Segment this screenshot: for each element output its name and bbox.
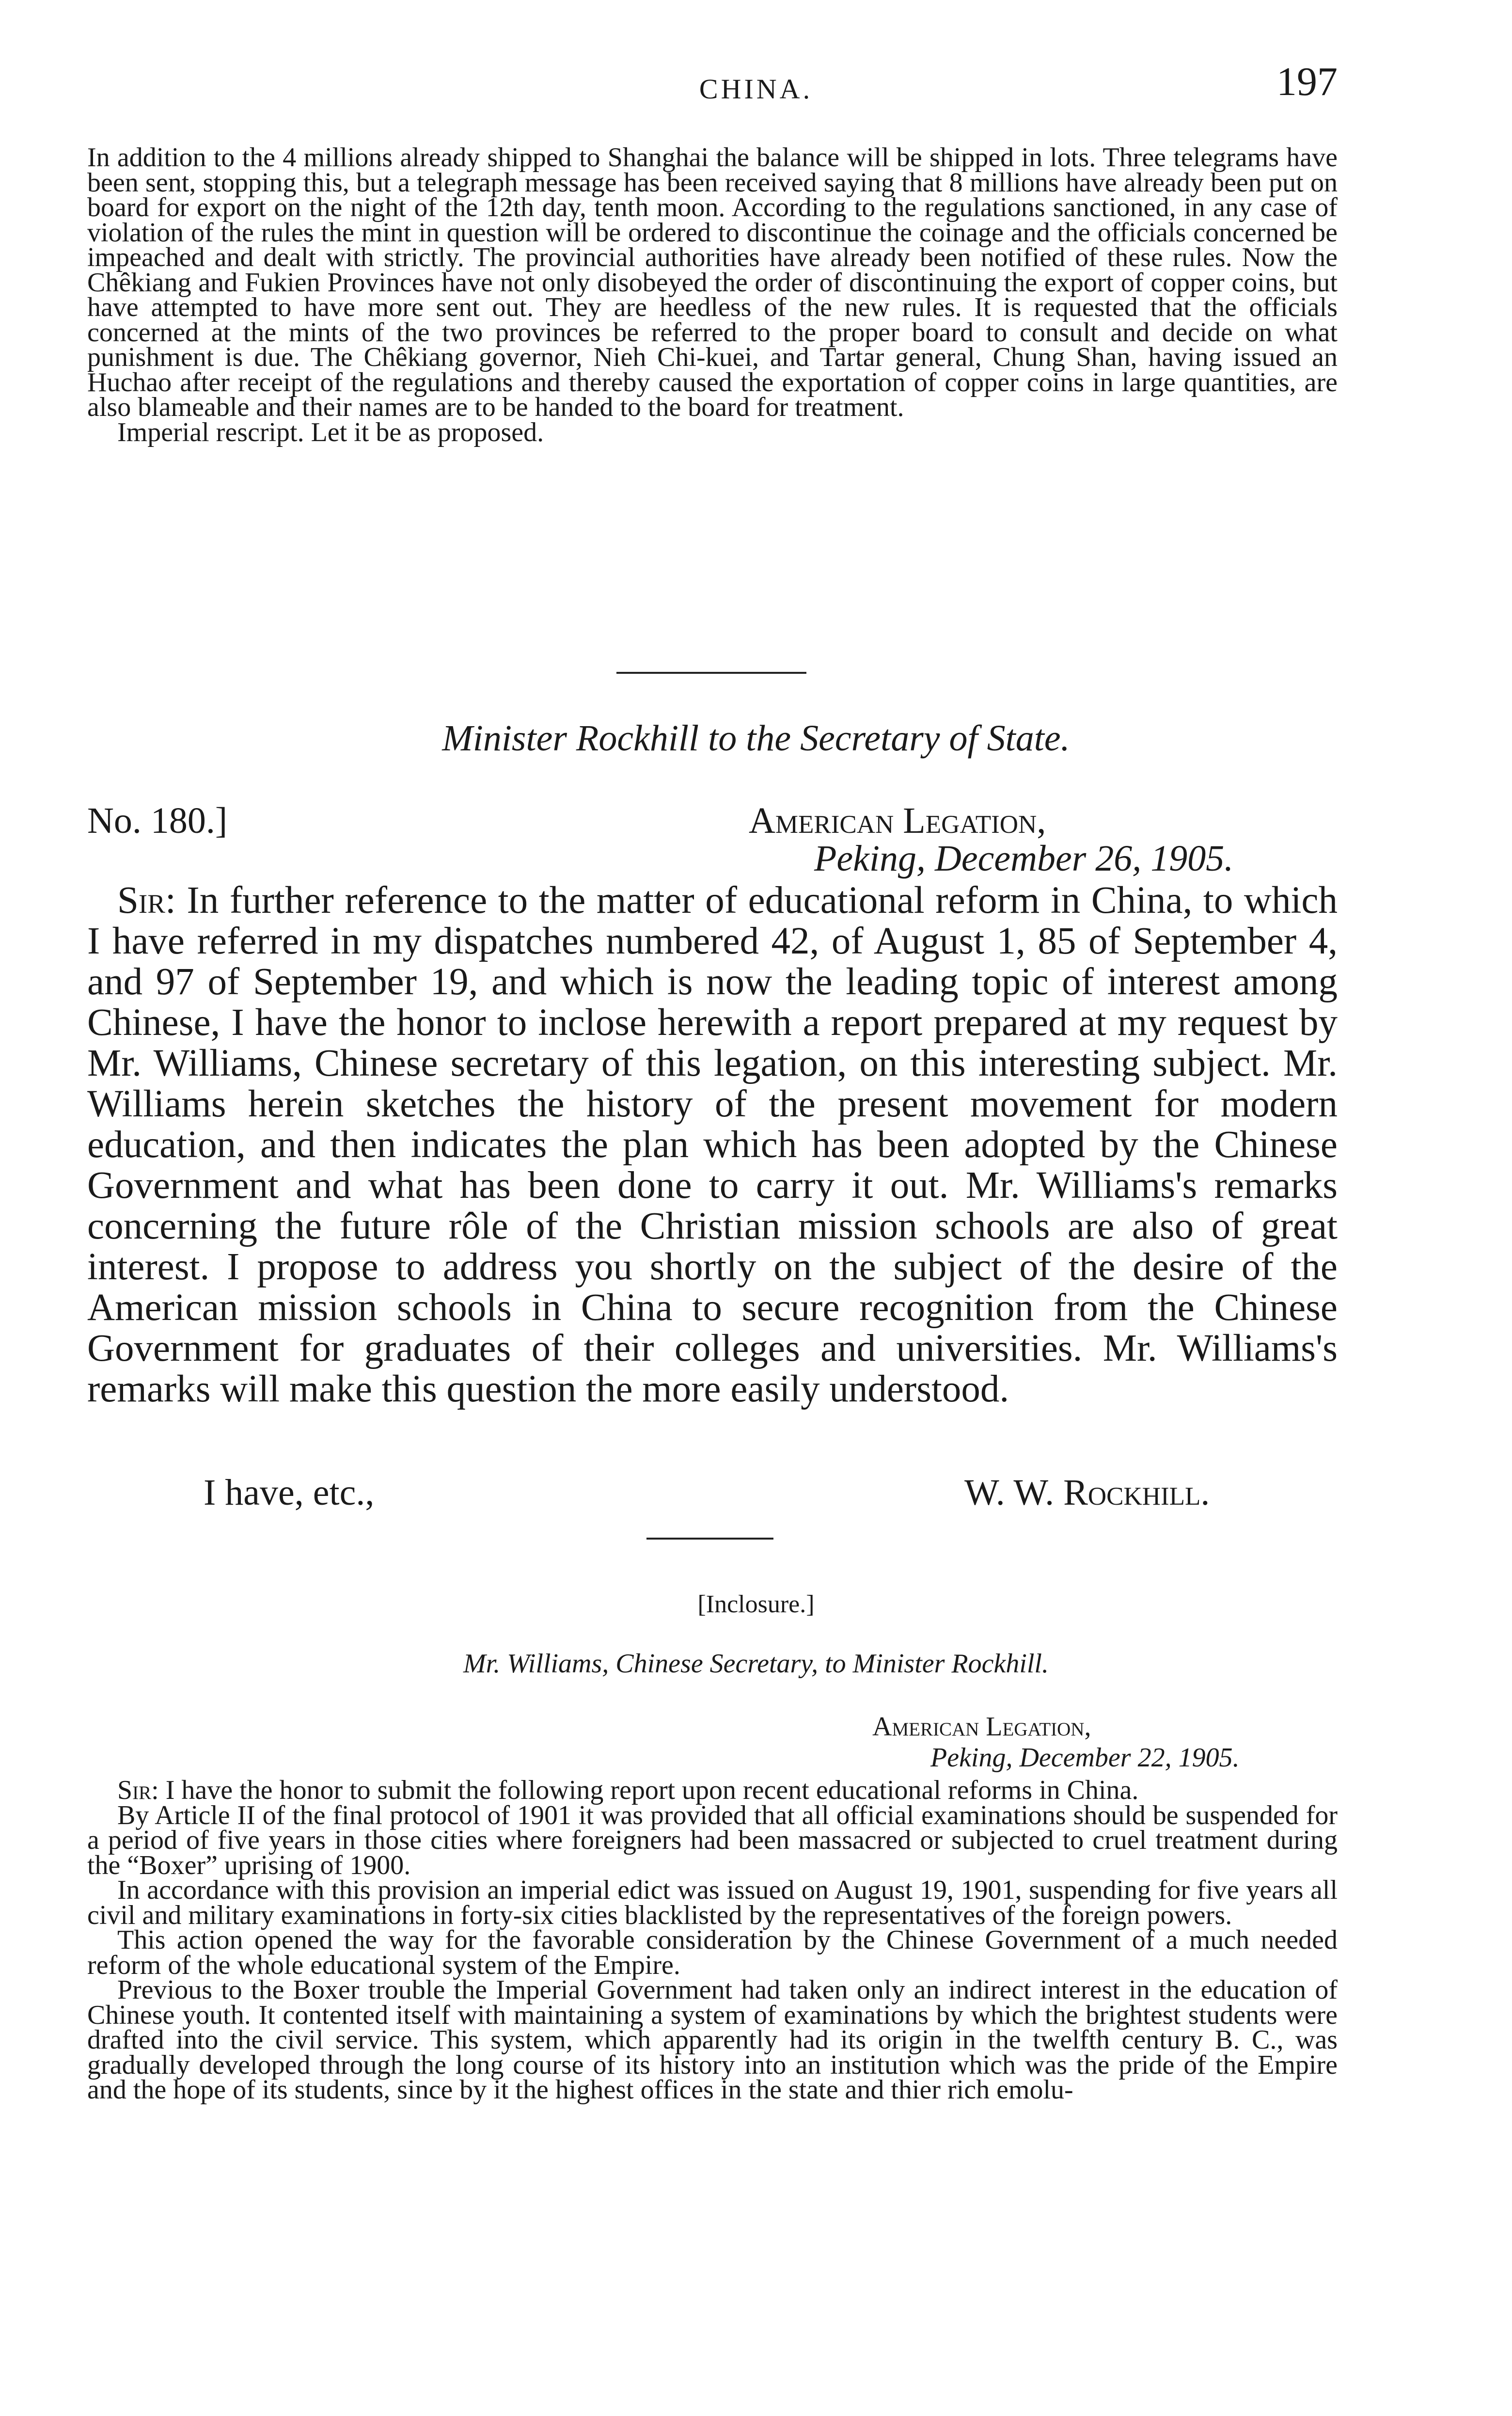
inclosure-paragraph: This action opened the way for the favorable consideration by the Chinese Government of a much needed reform of the whole educational system of the Empire. <box>87 1925 1338 1980</box>
salutation: Sir: <box>117 879 176 922</box>
inclosure-date: Peking, December 22, 1905. <box>930 1743 1240 1773</box>
inclosure-label: [Inclosure.] <box>697 1590 815 1618</box>
section-divider <box>646 1538 773 1540</box>
salutation: Sir: <box>117 1775 159 1805</box>
letter-heading: Minister Rockhill to the Secretary of State. <box>442 718 1070 759</box>
closing: I have, etc., <box>204 1472 375 1513</box>
legation-place: American Legation, <box>749 800 1046 841</box>
inclosure-paragraph: Sir: I have the honor to submit the following report upon recent educational reforms in China. <box>117 1775 1139 1805</box>
page-number: 197 <box>1276 59 1338 104</box>
letter-date: Peking, December 26, 1905. <box>814 838 1234 879</box>
continuation-paragraph: In addition to the 4 millions already shipped to Shanghai the balance will be shipped in lots. Three telegrams have been sent, stopping this, but a telegraph message has been received saying that 8 millions have already been put on board for export on the night of the 12th day, tenth moon. According to the regulations sanctioned, in any case of violation of the rules the mint in question will be ordered to discontinue the coinage and the officials concerned be impeached and dealt with strictly. The provincial authorities have already been notified of these rules. Now the Chêkiang and Fukien Provinces have not only disobeyed the order of discontinuing the export of copper coins, but have attempted to have more sent out. They are heedless of the new rules. It is requested that the officials concerned at the mints of the two provinces be referred to the proper board to consult and decide on what punishment is due. The Chêkiang governor, Nieh Chi-kuei, and Tartar general, Chung Shan, having issued an Huchao after receipt of the regulations and thereby caused the exportation of copper coins in large quantities, are also blameable and their names are to be handed to the board for treatment. <box>87 143 1338 422</box>
dispatch-number: No. 180.] <box>87 800 228 841</box>
imperial-rescript: Imperial rescript. Let it be as proposed. <box>117 417 544 447</box>
letter-body <box>87 880 1338 1410</box>
inclosure-paragraph: In accordance with this provision an imperial edict was issued on August 19, 1901, suspending for five years all civil and military examinations in forty-six cities blacklisted by the representatives of the foreign powers. <box>87 1875 1338 1930</box>
continuation-block <box>87 145 1338 445</box>
inclosure-paragraph: Previous to the Boxer trouble the Imperial Government had taken only an indirect interest in the education of Chinese youth. It contented itself with maintaining a system of examinations by which the brightest students were drafted into the civil service. This system, which apparently had its origin in the twelfth century B. C., was gradually developed through the long course of its history into an institution which was the pride of the Empire and the hope of its students, since by it the highest offices in the state and thier rich emolu- <box>87 1975 1338 2105</box>
signature: W. W. Rockhill. <box>964 1472 1210 1513</box>
inclosure-body <box>87 1775 1338 2105</box>
inclosure-place: American Legation, <box>872 1712 1091 1742</box>
running-head: CHINA. <box>699 73 813 105</box>
letter-paragraph <box>87 880 1338 1410</box>
inclosure-paragraph: By Article II of the final protocol of 1901 it was provided that all official examinations should be suspended for a period of five years in those cities where foreigners had been massacred or subjected to cruel treatment during the “Boxer” uprising of 1900. <box>87 1800 1338 1880</box>
inclosure-heading: Mr. Williams, Chinese Secretary, to Minister Rockhill. <box>463 1649 1049 1679</box>
section-divider <box>616 672 806 674</box>
letter-text: In further reference to the matter of educational reform in China, to which I have referred in my dispatches numbered 42, of August 1, 85 of September 4, and 97 of September 19, and which is now the leading topic of interest among Chinese, I have the honor to inclose herewith a report prepared at my request by Mr. Williams, Chinese secretary of this legation, on this interesting subject. Mr. Williams herein sketches the history of the present movement for modern education, and then indicates the plan which has been adopted by the Chinese Government and what has been done to carry it out. Mr. Williams's remarks concerning the future rôle of the Christian mission schools are also of great interest. I propose to address you shortly on the subject of the desire of the American mission schools in China to secure recognition from the Chinese Government for graduates of their colleges and universities. Mr. Williams's remarks will make this question the more easily understood. <box>87 879 1338 1410</box>
